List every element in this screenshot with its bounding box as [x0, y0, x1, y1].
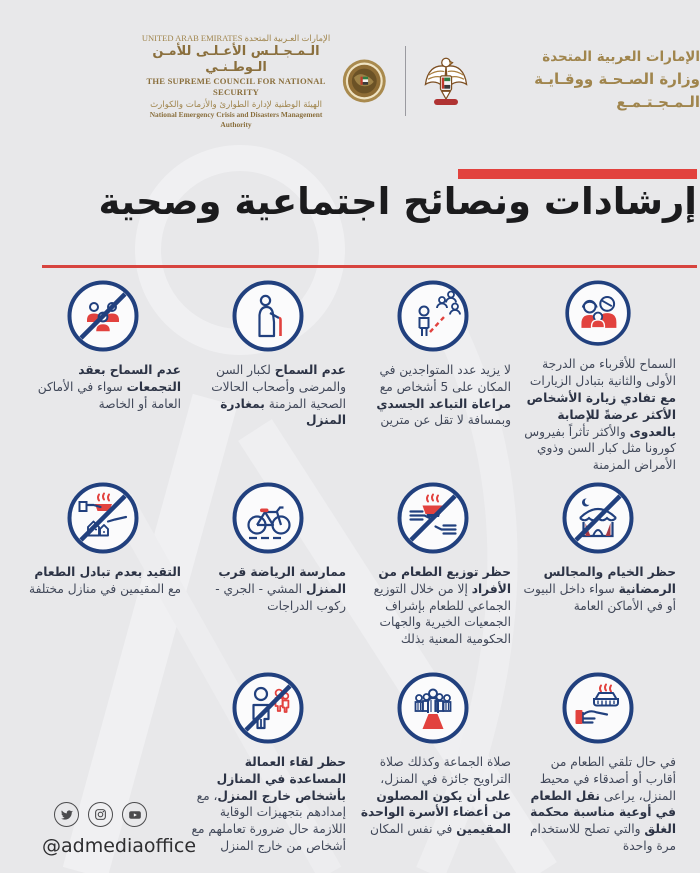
caption-segment: وبمسافة لا تقل عن مترين — [380, 413, 511, 428]
guideline-card-family-visits — [517, 272, 678, 474]
guideline-caption — [517, 754, 678, 855]
guideline-card-exercise — [187, 474, 348, 664]
guideline-caption — [352, 362, 513, 429]
caption-segment: في نفس المكان — [369, 822, 457, 837]
ncema-name-en: National Emergency Crisis and Disasters Management Authority — [149, 110, 323, 129]
caption-segment: حظر توزيع الطعام من الأفراد — [378, 565, 511, 596]
no-gatherings-icon — [67, 280, 139, 352]
footer-social-block — [42, 802, 196, 857]
caption-segment: سواء داخل البيوت أو في الأماكن العامة — [523, 581, 676, 613]
caption-segment: المشي - الجري - ركوب الدراجات — [215, 581, 346, 613]
ministry-country-ar: الإمارات العربية المتحدة — [542, 49, 700, 66]
caption-segment: التقيد بعدم تبادل الطعام — [34, 565, 181, 579]
guideline-card-no-workers-contact — [187, 664, 348, 855]
caption-segment: حظر الخيام والمجالس الرمضانية — [543, 565, 676, 596]
caption-segment: مع المقيمين في منازل مختلفة — [29, 581, 181, 596]
caption-segment: على أن يكون المصلون من أعضاء الأسرة الواحدة المقيمين — [360, 788, 511, 837]
ministry-logo-text — [482, 47, 700, 114]
header-divider — [405, 46, 406, 116]
caption-segment: لكبار السن والمرضى وأصحاب الحالات الصحية المزمنة — [211, 363, 346, 411]
caption-segment: سواء في الأماكن العامة أو الخاصة — [37, 379, 181, 411]
uae-en: UNITED ARAB EMIRATES — [141, 33, 243, 43]
caption-segment: مراعاة التباعد الجسدي — [376, 396, 511, 411]
uae-ar: الإمارات العـربية المتحدة — [244, 33, 331, 43]
guideline-caption — [187, 754, 348, 855]
guideline-card-no-tents — [517, 474, 678, 664]
ncema-name-ar: الهيئة الوطنية لإدارة الطوارئ والأزمات والكوارث — [150, 99, 322, 110]
guideline-caption — [22, 362, 183, 412]
caption-segment: والأكثر تأثراً بفيروس كورونا مثل كبار السن وذوي الأمراض المزمنة — [524, 424, 676, 473]
no-individual-food-distribution-icon — [397, 482, 469, 554]
physical-distancing-icon — [397, 280, 469, 352]
caption-segment: صلاة الجماعة وكذلك صلاة التراويح جائزة في المنزل، — [379, 755, 511, 786]
elderly-stay-home-icon — [232, 280, 304, 352]
guideline-caption — [187, 564, 348, 614]
exercise-near-home-icon — [232, 482, 304, 554]
guideline-card-no-food-distribution — [352, 474, 513, 664]
instagram-icon — [88, 802, 113, 827]
caption-segment: عدم السماح — [274, 363, 346, 377]
caption-segment: بمغادرة المنزل — [220, 396, 346, 428]
caption-segment: عدم السماح بعقد التجمعات — [78, 363, 181, 394]
guideline-card-elderly-home — [187, 272, 348, 474]
twitter-icon — [54, 802, 79, 827]
caption-segment: ، مع إمدادهم بتجهيزات الوقاية اللازمة حال ضرورة تعاملهم مع أشخاص من خارج المنزل — [191, 788, 346, 854]
council-name-en: THE SUPREME COUNCIL FOR NATIONAL SECURITY — [146, 76, 326, 97]
caption-segment: والتي تصلح للاستخدام مرة واحدة — [530, 822, 676, 854]
guidelines-grid — [22, 272, 678, 855]
guideline-card-home-prayer — [352, 664, 513, 855]
guideline-caption — [22, 564, 183, 598]
no-food-exchange-icon — [67, 482, 139, 554]
youtube-icon — [122, 802, 147, 827]
social-handle: @admediaoffice — [42, 835, 197, 857]
page-title: إرشادات ونصائح اجتماعية وصحية — [98, 180, 697, 223]
caption-segment: مع تفادي زيارة الأشخاص الأكثر عرضةً للإصابة بالعدوى — [526, 390, 676, 439]
council-name-ar: الـمـجـلـس الأعـلـى للأمـن الـوطـنـي — [152, 43, 320, 75]
ministry-name-ar: وزارة الصـحـة ووقـايـة الـمـجـتـمـع — [534, 70, 700, 112]
caption-segment: لا يزيد عدد المتواجدين في المكان على 5 أشخاص مع — [379, 363, 511, 394]
no-domestic-workers-contact-icon — [232, 672, 304, 744]
family-visit-icon — [562, 280, 634, 346]
title-underline — [42, 265, 697, 268]
guideline-card-no-gatherings — [22, 272, 183, 474]
caption-segment: ممارسة الرياضة قرب المنزل — [218, 565, 346, 596]
guideline-card-distancing — [352, 272, 513, 474]
guideline-caption — [187, 362, 348, 429]
title-accent-bar — [458, 169, 697, 179]
header — [140, 33, 700, 129]
guideline-caption — [517, 564, 678, 614]
uae-falcon-emblem-icon — [422, 50, 470, 112]
guideline-card-no-food-exchange — [22, 474, 183, 664]
uae-name-line — [140, 33, 332, 44]
home-prayer-icon — [397, 672, 469, 744]
supreme-council-emblem-icon — [342, 55, 387, 107]
caption-segment: السماح للأقرباء من الدرجة الأولى والثانية بتبادل الزيارات — [529, 357, 676, 389]
guideline-caption — [352, 564, 513, 648]
no-ramadan-tents-icon — [562, 482, 634, 554]
caption-segment: إلا من خلال التوزيع الجماعي للطعام بإشراف الجمعيات الخيرية والجهات الحكومية المعنية بذلك — [373, 581, 511, 647]
supreme-council-logo-text — [140, 33, 332, 129]
guideline-card-food-container — [517, 664, 678, 855]
guideline-caption — [352, 754, 513, 838]
caption-segment: نقل الطعام في أوعية مناسبة محكمة الغلق — [530, 788, 676, 837]
caption-segment: في حال تلقي الطعام من أقارب أو أصدقاء في محيط المنزل، يراعى — [539, 755, 676, 803]
sealed-food-container-icon — [562, 672, 634, 744]
guideline-caption — [517, 356, 678, 474]
social-icons-row — [54, 802, 196, 827]
caption-segment: حظر لقاء العمالة المساعدة في المنازل بأشخاص خارج المنزل — [216, 755, 346, 803]
